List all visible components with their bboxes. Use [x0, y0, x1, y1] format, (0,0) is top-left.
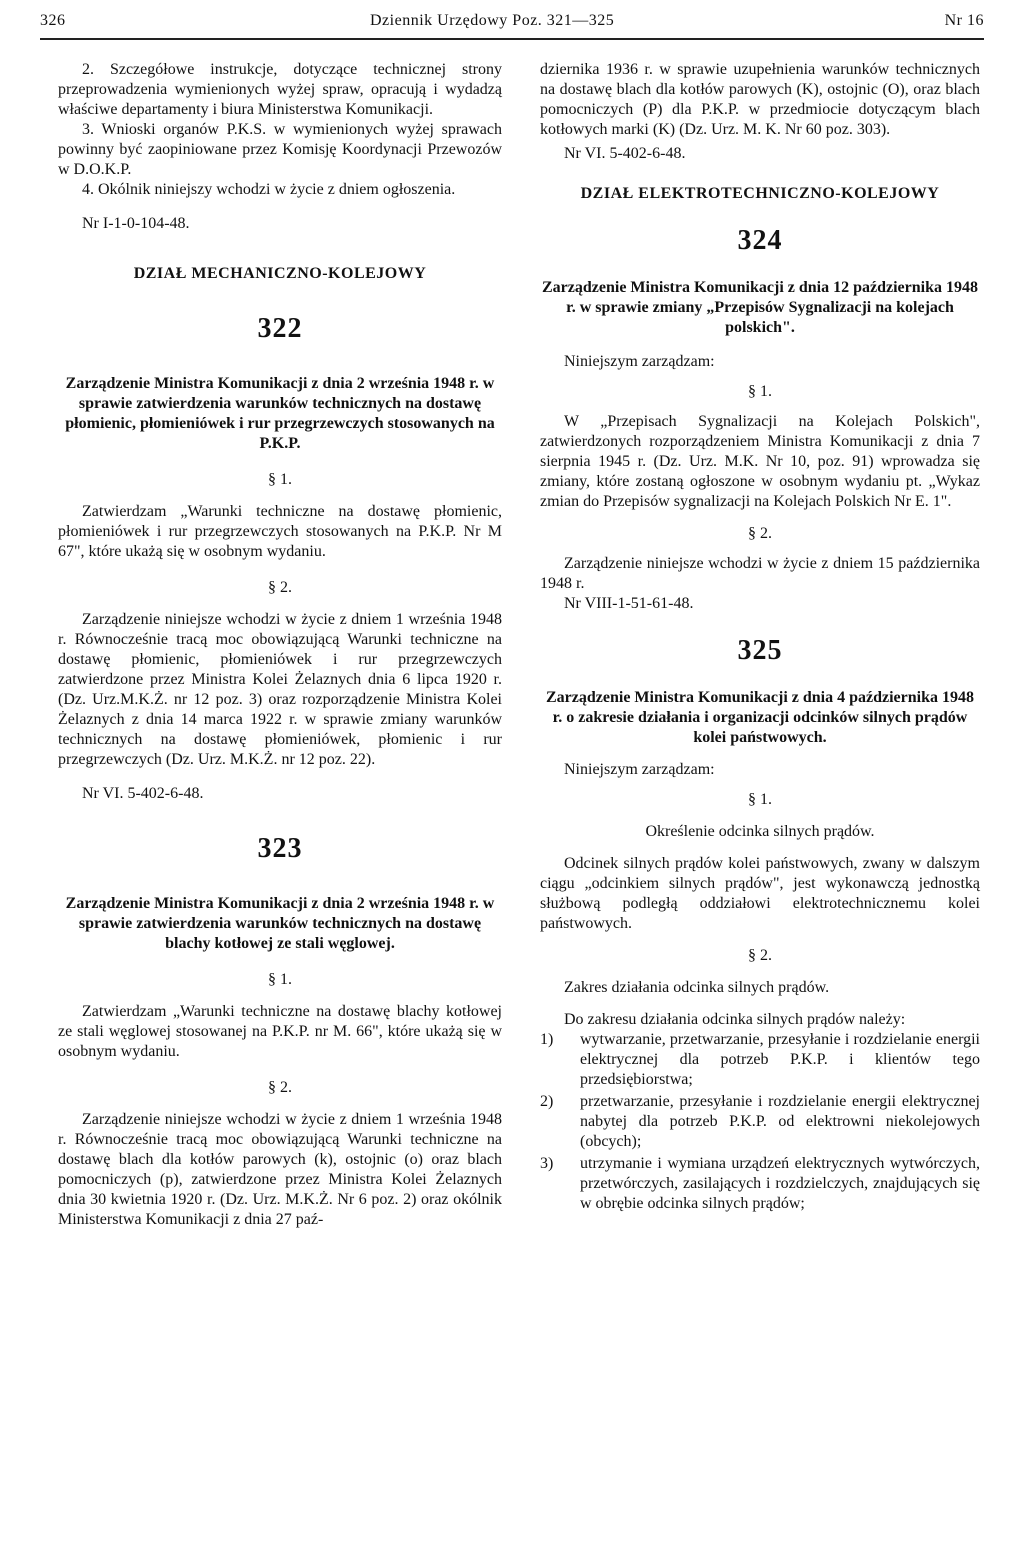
item-number: 323 — [257, 833, 303, 864]
paragraph: Zatwierdzam „Warunki techniczne na dostawę blachy kotłowej ze stali węglowej stosowanej na P.K.P. nr M. 66", które ukażą się w osobnym wydaniu. — [58, 1003, 502, 1060]
paragraph-mark: § 1. — [268, 471, 292, 488]
paragraph: 4. Okólnik niniejszy wchodzi w życie z dniem ogłoszenia. — [82, 181, 456, 198]
list-item: 2) przetwarzanie, przesyłanie i rozdzielanie energii elektrycznej nabytej dla potrzeb P.K.P. od elektrowni niekolejowych (obcych); — [540, 1093, 980, 1150]
paragraph-mark: § 1. — [748, 791, 772, 808]
subheading: Określenie odcinka silnych prądów. — [645, 823, 875, 840]
paragraph: Odcinek silnych prądów kolei państwowych, zwany w dalszym ciągu „odcinkiem silnych prądów", jest wykonawczą jednostką służbową podległą oddziałowi elektrotechnicznemu kolei państwowych. — [540, 855, 980, 932]
paragraph-mark: § 2. — [268, 579, 292, 596]
left-column — [58, 60, 502, 1230]
running-header — [40, 8, 984, 38]
paragraph-mark: § 2. — [268, 1079, 292, 1096]
header-rule — [40, 38, 984, 40]
paragraph: Zatwierdzam „Warunki techniczne na dostawę płomienic, płomieniówek i rur przegrzewczych stosowanych na P.K.P. Nr M 67", które ukażą się w osobnym wydaniu. — [58, 503, 502, 560]
reference-number: Nr VI. 5-402-6-48. — [82, 785, 204, 802]
paragraph-mark: § 1. — [268, 971, 292, 988]
paragraph: Niniejszym zarządzam: — [564, 761, 715, 778]
paragraph: 2. Szczegółowe instrukcje, dotyczące technicznej strony przeprowadzenia wymienionych wyżej spraw, opracują i wydadzą właściwe departamenty i biura Ministerstwa Komunikacji. — [58, 61, 502, 118]
page-number: 326 — [40, 12, 66, 29]
item-number: 322 — [257, 313, 303, 344]
order-title: Zarządzenie Ministra Komunikacji z dnia 4 października 1948 r. o zakresie działania i organizacji odcinków silnych prądów kolei państwowych. — [546, 689, 974, 746]
issue-number: Nr 16 — [944, 12, 984, 29]
paragraph: Zarządzenie niniejsze wchodzi w życie z dniem 1 września 1948 r. Równocześnie tracą moc obowiązującą Warunki techniczne na dostawę płomienic, płomieniówek i rur przegrzewczych zatwierdzone przez Ministra Kolei Żelaznych dnia 6 lipca 1920 r. (Dz. Urz.M.K.Ż. nr 12 poz. 3) oraz rozporządzenie Ministra Kolei Żelaznych z dnia 14 marca 1922 r. w sprawie zmiany warunków technicznych na dostawę płomieniówek, płomienic i rur przegrzewczych (Dz. Urz. M.K.Ż. nr 12 poz. 22). — [58, 611, 502, 768]
paragraph: W „Przepisach Sygnalizacji na Kolejach Polskich", zatwierdzonych rozporządzeniem Ministra Komunikacji z dnia 7 sierpnia 1945 r. (Dz. Urz. M.K. Nr 10, poz. 91) wprowadza się zmiany, które zostaną ogłoszone w osobnym wydaniu pt. „Wykaz zmian do Przepisów sygnalizacji na Kolejach Polskich Nr E. 1". — [540, 413, 980, 510]
right-column — [540, 60, 980, 1216]
paragraph: dziernika 1936 r. w sprawie uzupełnienia warunków technicznych na dostawę blach dla kotłów parowych (K), ostojnic (O), oraz blach pomocniczych (P) dla P.K.P. w przedmiocie dotyczącym blach kotłowych marki (K) (Dz. Urz. M. K. Nr 60 poz. 303). — [540, 61, 980, 138]
paragraph: Niniejszym zarządzam: — [564, 353, 715, 370]
order-title: Zarządzenie Ministra Komunikacji z dnia 2 września 1948 r. w sprawie zatwierdzenia warunków technicznych na dostawę blachy kotłowej ze stali węglowej. — [65, 895, 495, 952]
paragraph-mark: § 2. — [748, 947, 772, 964]
order-title: Zarządzenie Ministra Komunikacji z dnia 2 września 1948 r. w sprawie zatwierdzenia warunków technicznych na dostawę płomienic, płomieniówek i rur przegrzewczych stosowanych na P.K.P. — [65, 375, 495, 452]
item-number: 324 — [737, 225, 783, 256]
item-number: 325 — [737, 635, 783, 666]
paragraph: Zarządzenie niniejsze wchodzi w życie z dniem 15 października 1948 r. — [540, 555, 980, 592]
order-title: Zarządzenie Ministra Komunikacji z dnia 12 października 1948 r. w sprawie zmiany „Przepisów Sygnalizacji na kolejach polskich". — [542, 279, 978, 336]
paragraph: Do zakresu działania odcinka silnych prądów należy: — [564, 1011, 906, 1028]
list-item: 3) utrzymanie i wymiana urządzeń elektrycznych wytwórczych, przetwórczych, zasilających i rozdzielczych, znajdujących się w obrębie odcinka silnych prądów; — [540, 1155, 980, 1212]
reference-number: Nr VIII-1-51-61-48. — [564, 595, 694, 612]
list-item: 1) wytwarzanie, przetwarzanie, przesyłanie i rozdzielanie energii elektrycznej dla potrzeb P.K.P. i klientów tego przedsiębiorstwa; — [540, 1031, 980, 1088]
reference-number: Nr VI. 5-402-6-48. — [564, 145, 686, 162]
reference-number: Nr I-1-0-104-48. — [82, 215, 190, 232]
section-heading: DZIAŁ MECHANICZNO-KOLEJOWY — [133, 265, 427, 282]
section-heading: DZIAŁ ELEKTROTECHNICZNO-KOLEJOWY — [580, 185, 940, 202]
paragraph-mark: § 2. — [748, 525, 772, 542]
paragraph: Zarządzenie niniejsze wchodzi w życie z dniem 1 września 1948 r. Równocześnie tracą moc obowiązującą Warunki techniczne na dostawę blach dla kotłów parowych (k), ostojnic (o) oraz blach pomocniczych (p), zatwierdzone przez Ministra Kolei Żelaznych dnia 30 kwietnia 1920 r. (Dz. Urz. M.K.Ż. Nr 6 poz. 2) oraz okólnik Ministerstwa Komunikacji z dnia 27 paź- — [58, 1111, 502, 1228]
journal-title: Dziennik Urzędowy Poz. 321—325 — [370, 12, 615, 29]
duty-list — [540, 1030, 980, 1214]
paragraph-mark: § 1. — [748, 383, 772, 400]
paragraph: 3. Wnioski organów P.K.S. w wymienionych wyżej sprawach powinny być zaopiniowane przez Komisję Koordynacji Przewozów w D.O.K.P. — [58, 121, 502, 178]
subheading: Zakres działania odcinka silnych prądów. — [564, 979, 830, 996]
